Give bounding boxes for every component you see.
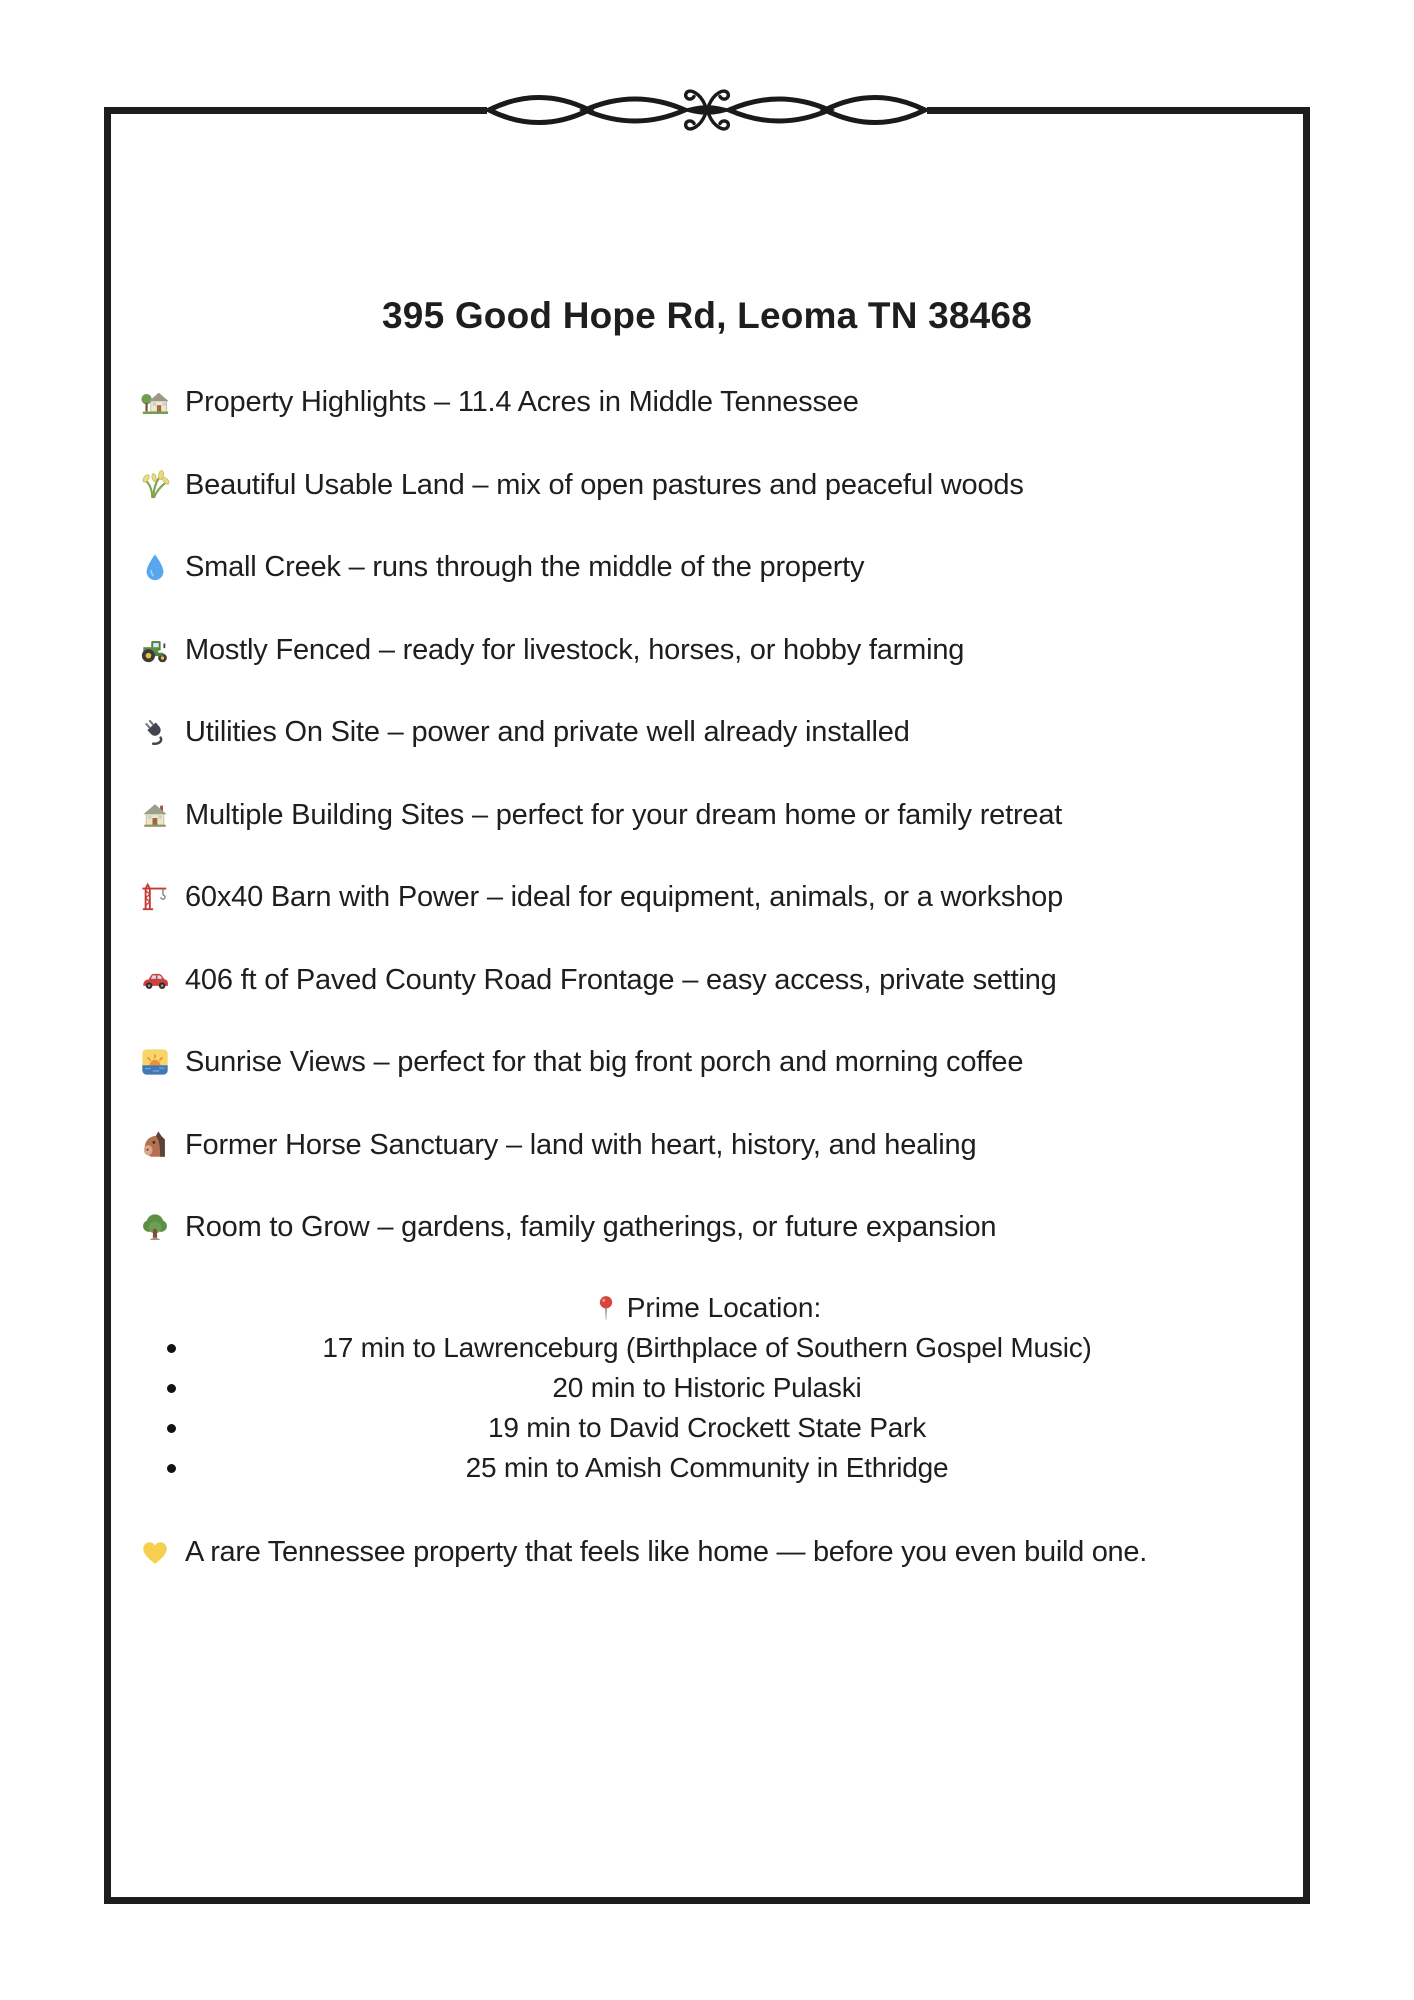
- automobile-icon: [140, 964, 170, 994]
- sheaf-of-rice-icon: [140, 469, 170, 499]
- page-border-frame: [104, 107, 1310, 1904]
- prime-location-heading: [111, 1288, 1303, 1328]
- prime-location-label: Prime Location:: [626, 1292, 822, 1323]
- feature-text: Beautiful Usable Land – mix of open pastures and peaceful woods: [185, 468, 1024, 501]
- feature-text: Sunrise Views – perfect for that big front porch and morning coffee: [185, 1046, 1024, 1078]
- list-item: [140, 380, 1267, 424]
- feature-text: Property Highlights – 11.4 Acres in Middle Tennessee: [185, 386, 859, 418]
- house-with-garden-icon: [140, 386, 170, 416]
- page-title: 395 Good Hope Rd, Leoma TN 38468: [382, 295, 1032, 336]
- list-item: [140, 793, 1267, 837]
- feature-text: Room to Grow – gardens, family gatherings, or future expansion: [185, 1211, 997, 1243]
- list-item: [140, 958, 1267, 1002]
- list-item: [140, 1040, 1267, 1084]
- feature-text: 60x40 Barn with Power – ideal for equipment, animals, or a workshop: [185, 881, 1064, 913]
- list-item: [140, 875, 1267, 919]
- feature-text: 406 ft of Paved County Road Frontage – easy access, private setting: [185, 963, 1057, 996]
- yellow-heart-icon: [140, 1536, 170, 1566]
- feature-list: [111, 380, 1303, 1249]
- horse-face-icon: [140, 1129, 170, 1159]
- list-item: [111, 1448, 1303, 1488]
- feature-text: Utilities On Site – power and private well already installed: [185, 716, 910, 748]
- list-item: [140, 710, 1267, 754]
- list-item: [111, 1408, 1303, 1448]
- closing-line: [111, 1530, 1303, 1574]
- list-item: [140, 1205, 1267, 1249]
- location-list: [111, 1328, 1303, 1488]
- round-pushpin-icon: [593, 1293, 619, 1321]
- location-text: 20 min to Historic Pulaski: [552, 1372, 862, 1403]
- electric-plug-icon: [140, 716, 170, 746]
- list-item: [111, 1328, 1303, 1368]
- droplet-icon: [140, 551, 170, 581]
- location-text: 17 min to Lawrenceburg (Birthplace of Southern Gospel Music): [322, 1332, 1092, 1363]
- closing-text: A rare Tennessee property that feels like home — before you even build one.: [185, 1536, 1147, 1568]
- location-text: 25 min to Amish Community in Ethridge: [465, 1452, 949, 1483]
- feature-text: Small Creek – runs through the middle of the property: [185, 551, 865, 583]
- location-text: 19 min to David Crockett State Park: [487, 1412, 927, 1443]
- list-item: [111, 1368, 1303, 1408]
- sunrise-icon: [140, 1046, 170, 1076]
- page-content: [111, 114, 1303, 1897]
- tractor-icon: [140, 634, 170, 664]
- feature-text: Mostly Fenced – ready for livestock, horses, or hobby farming: [185, 633, 965, 666]
- house-icon: [140, 799, 170, 829]
- list-item: [140, 545, 1267, 589]
- deciduous-tree-icon: [140, 1211, 170, 1241]
- list-item: [140, 628, 1267, 672]
- feature-text: Former Horse Sanctuary – land with heart, history, and healing: [185, 1128, 977, 1161]
- feature-text: Multiple Building Sites – perfect for your dream home or family retreat: [185, 798, 1063, 831]
- list-item: [140, 463, 1267, 507]
- list-item: [140, 1123, 1267, 1167]
- building-construction-icon: [140, 881, 170, 911]
- decorative-flourish: [487, 80, 927, 140]
